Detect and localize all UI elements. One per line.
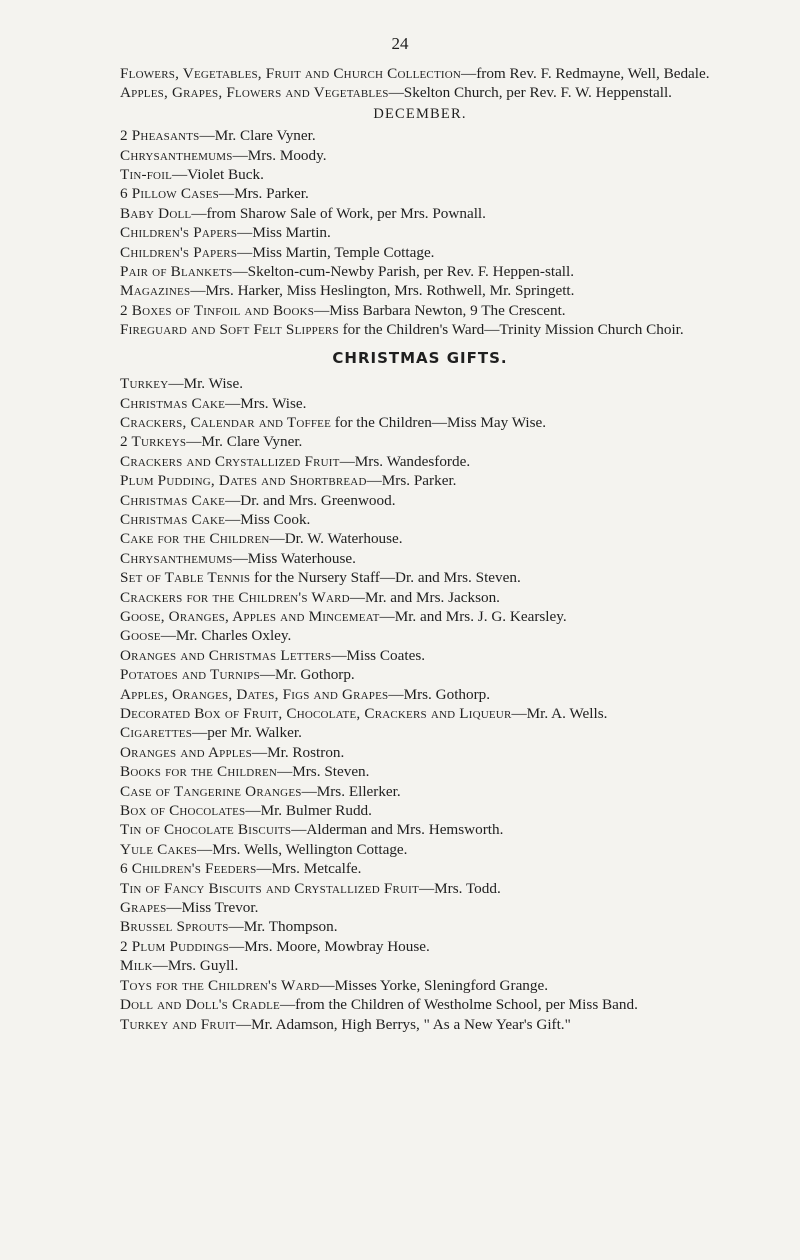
item-name: Case of Tangerine Oranges <box>120 782 302 800</box>
list-item <box>120 879 720 898</box>
list-item <box>120 471 720 490</box>
item-donor: —Mr. Thompson. <box>228 918 338 936</box>
list-item <box>120 956 720 975</box>
item-donor: —Miss Waterhouse. <box>232 549 356 567</box>
item-name: Goose, Oranges, Apples and Mincemeat <box>120 607 380 625</box>
list-item <box>120 413 720 432</box>
item-donor: —Mrs. Harker, Miss Heslington, Mrs. Rothwell, Mr. Springett. <box>190 282 575 300</box>
item-donor: —Mrs. Metcalfe. <box>256 860 362 878</box>
list-item <box>120 898 720 917</box>
list-item <box>120 64 720 83</box>
item-donor: —from Sharow Sale of Work, per Mrs. Pownall. <box>191 204 486 222</box>
item-name: Oranges and Apples <box>120 743 252 761</box>
list-item <box>120 83 720 102</box>
list-item <box>120 281 720 300</box>
list-item <box>120 223 720 242</box>
item-donor: —from Rev. F. Redmayne, Well, Bedale. <box>461 65 710 82</box>
item-donor: —Mrs. Todd. <box>418 879 501 897</box>
list-item <box>120 374 720 393</box>
item-name: Set of Table Tennis <box>120 569 251 587</box>
item-donor: —Mr. Adamson, High Berrys, " As a New Year's Gift." <box>235 1015 571 1033</box>
item-donor: —Skelton Church, per Rev. F. W. Heppenstall. <box>388 84 672 102</box>
item-name: Pair of Blankets <box>120 263 233 281</box>
list-item <box>120 262 720 281</box>
item-name: Apples, Oranges, Dates, Figs and Grapes <box>120 685 389 703</box>
item-name: Box of Chocolates <box>120 802 246 820</box>
list-item <box>120 243 720 262</box>
list-item <box>120 626 720 645</box>
item-donor: for the Children's Ward—Trinity Mission Church Choir. <box>338 321 684 339</box>
item-name: Chrysanthemums <box>120 549 233 567</box>
item-name: Christmas Cake <box>120 394 226 412</box>
item-name: Tin of Fancy Biscuits and Crystallized Fruit <box>120 879 419 897</box>
item-donor: for the Nursery Staff—Dr. and Mrs. Steven. <box>250 569 521 587</box>
item-name: Cigarettes <box>120 724 193 742</box>
list-item <box>120 184 720 203</box>
list-item <box>120 917 720 936</box>
list-item <box>120 146 720 165</box>
list-item <box>120 394 720 413</box>
list-item <box>120 452 720 471</box>
item-donor: —Dr. and Mrs. Greenwood. <box>225 491 396 509</box>
item-name: Milk <box>120 957 153 975</box>
item-name: Children's Papers <box>120 243 238 261</box>
item-name: Magazines <box>120 282 191 300</box>
item-name: 2 Pheasants <box>120 127 200 145</box>
item-donor: —Mrs. Parker. <box>218 185 309 203</box>
item-name: Books for the Children <box>120 763 278 781</box>
list-item <box>120 510 720 529</box>
item-name: Brussel Sprouts <box>120 918 229 936</box>
list-item <box>120 204 720 223</box>
item-name: Decorated Box of Fruit, Chocolate, Crackers and Liqueur <box>120 705 512 722</box>
list-item <box>120 995 720 1014</box>
item-donor: —Miss Barbara Newton, 9 The Crescent. <box>314 301 566 319</box>
list-item <box>120 704 720 723</box>
item-name: Tin-foil <box>120 166 172 184</box>
item-donor: —Mr. Rostron. <box>251 743 345 761</box>
list-item <box>120 743 720 762</box>
item-donor: —Mr. A. Wells. <box>511 705 608 722</box>
item-donor: —Miss Martin, Temple Cottage. <box>237 243 435 261</box>
item-donor: —Miss Martin. <box>237 224 331 242</box>
list-item <box>120 685 720 704</box>
item-name: 2 Boxes of Tinfoil and Books <box>120 301 315 319</box>
list-item <box>120 782 720 801</box>
item-donor: —Mr. and Mrs. J. G. Kearsley. <box>379 607 567 625</box>
item-donor: —Alderman and Mrs. Hemsworth. <box>291 821 504 839</box>
list-item <box>120 320 720 339</box>
item-donor: —Mrs. Ellerker. <box>301 782 401 800</box>
item-donor: —Mr. Clare Vyner. <box>199 127 316 145</box>
list-item <box>120 1015 720 1034</box>
item-donor: —Miss Cook. <box>225 510 311 528</box>
item-donor: —Mr. and Mrs. Jackson. <box>349 588 500 606</box>
item-donor: —Mrs. Gothorp. <box>388 685 491 703</box>
item-donor: —Mrs. Wise. <box>225 394 307 412</box>
item-name: 2 Plum Puddings <box>120 937 230 955</box>
item-name: Crackers, Calendar and Toffee <box>120 413 331 431</box>
item-name: Turkey <box>120 375 169 393</box>
item-donor: —Dr. W. Waterhouse. <box>269 530 403 548</box>
item-name: Crackers and Crystallized Fruit <box>120 452 340 470</box>
document-body <box>120 64 720 1034</box>
list-item <box>120 840 720 859</box>
item-name: Turkey and Fruit <box>120 1015 236 1033</box>
item-name: Yule Cakes <box>120 840 198 858</box>
section-heading-christmas-gifts: CHRISTMAS GIFTS. <box>332 348 508 367</box>
list-item <box>120 529 720 548</box>
section-heading-december: DECEMBER. <box>373 105 467 122</box>
item-donor: —Misses Yorke, Sleningford Grange. <box>319 976 549 994</box>
item-name: Goose <box>120 627 161 645</box>
list-item <box>120 820 720 839</box>
item-name: Children's Papers <box>120 224 238 242</box>
item-name: Potatoes and Turnips <box>120 666 260 684</box>
list-item <box>120 762 720 781</box>
item-donor: —Miss Coates. <box>331 646 426 664</box>
item-name: 6 Pillow Cases <box>120 185 219 203</box>
item-name: Baby Doll <box>120 204 192 222</box>
item-name: Fireguard and Soft Felt Slippers <box>120 321 339 339</box>
item-name: Grapes <box>120 899 167 917</box>
item-donor: —Violet Buck. <box>172 166 264 184</box>
list-item <box>120 937 720 956</box>
list-item <box>120 859 720 878</box>
item-name: Flowers, Vegetables, Fruit and Church Collection <box>120 65 462 82</box>
item-name: Chrysanthemums <box>120 146 233 164</box>
list-item <box>120 165 720 184</box>
item-donor: —Mr. Bulmer Rudd. <box>245 802 372 820</box>
list-item <box>120 588 720 607</box>
page-number: 24 <box>391 34 409 53</box>
item-donor: —Mr. Clare Vyner. <box>186 433 303 451</box>
item-donor: —Mrs. Wandesforde. <box>339 452 471 470</box>
item-donor: —Mrs. Wells, Wellington Cottage. <box>197 840 408 858</box>
item-donor: —Mr. Wise. <box>168 375 243 393</box>
item-name: 2 Turkeys <box>120 433 187 451</box>
list-item <box>120 549 720 568</box>
item-name: Crackers for the Children's Ward <box>120 588 350 606</box>
item-donor: —Mr. Charles Oxley. <box>160 627 292 645</box>
item-donor: —Mr. Gothorp. <box>259 666 355 684</box>
item-donor: —per Mr. Walker. <box>192 724 302 742</box>
item-name: Oranges and Christmas Letters <box>120 646 332 664</box>
list-item <box>120 491 720 510</box>
list-item <box>120 646 720 665</box>
item-donor: —Mrs. Guyll. <box>152 957 239 975</box>
list-item <box>120 801 720 820</box>
list-item <box>120 301 720 320</box>
item-donor: —Mrs. Parker. <box>366 472 457 490</box>
item-donor: —Mrs. Moore, Mowbray House. <box>229 937 430 955</box>
item-donor: —Mrs. Moody. <box>232 146 327 164</box>
item-name: Plum Pudding, Dates and Shortbread <box>120 472 367 490</box>
item-name: Doll and Doll's Cradle <box>120 996 280 1014</box>
list-item <box>120 432 720 451</box>
item-name: Christmas Cake <box>120 510 226 528</box>
list-item <box>120 568 720 587</box>
item-name: 6 Children's Feeders <box>120 860 257 878</box>
item-donor: —Mrs. Steven. <box>277 763 370 781</box>
item-donor: for the Children—Miss May Wise. <box>331 413 547 431</box>
item-donor: —Skelton-cum-Newby Parish, per Rev. F. Heppen-stall. <box>232 263 575 281</box>
item-name: Christmas Cake <box>120 491 226 509</box>
item-name: Tin of Chocolate Biscuits <box>120 821 292 839</box>
item-name: Toys for the Children's Ward <box>120 976 320 994</box>
item-name: Cake for the Children <box>120 530 270 548</box>
item-name: Apples, Grapes, Flowers and Vegetables <box>120 84 389 102</box>
item-donor: —from the Children of Westholme School, per Miss Band. <box>279 996 638 1014</box>
list-item <box>120 723 720 742</box>
list-item <box>120 607 720 626</box>
item-donor: —Miss Trevor. <box>166 899 259 917</box>
list-item <box>120 126 720 145</box>
list-item <box>120 665 720 684</box>
list-item <box>120 976 720 995</box>
